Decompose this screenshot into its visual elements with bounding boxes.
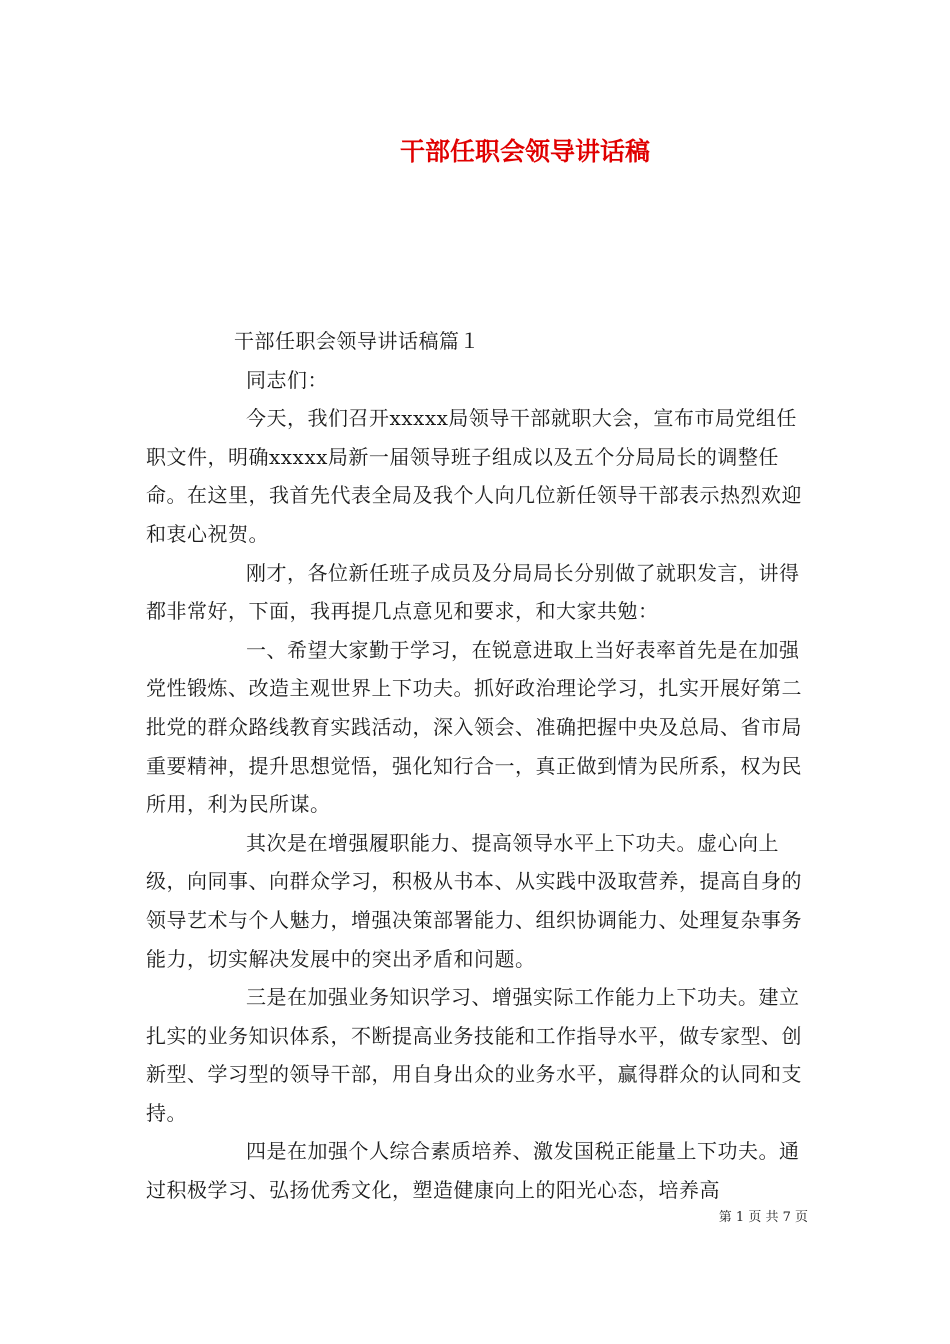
document-title: 干部任职会领导讲话稿 (399, 137, 650, 166)
salutation: 同志们： (246, 367, 328, 392)
paragraph: 今天，我们召开xxxxx局领导干部就职大会，宣布市局党组任职文件，明确xxxxx局新一届领导班子组成以及五个分局局长的调整任命。在这里，我首先代表全局及我个人向几位新任领导干部表示热烈欢迎和衷心祝贺。 (146, 406, 802, 546)
paragraph: 刚才，各位新任班子成员及分局局长分别做了就职发言，讲得都非常好，下面，我再提几点意见和要求，和大家共勉： (146, 560, 800, 624)
paragraph: 其次是在增强履职能力、提高领导水平上下功夫。虚心向上级，向同事、向群众学习，积极从书本、从实践中汲取营养，提高自身的领导艺术与个人魅力，增强决策部署能力、组织协调能力、处理复杂事务能力，切实解决发展中的突出矛盾和问题。 (146, 830, 802, 971)
paragraph: 一、希望大家勤于学习，在锐意进取上当好表率首先是在加强党性锻炼、改造主观世界上下功夫。抓好政治理论学习，扎实开展好第二批党的群众路线教育实践活动，深入领会、准确把握中央及总局、省市局重要精神，提升思想觉悟，强化知行合一，真正做到情为民所系，权为民所用，利为民所谋。 (146, 637, 802, 817)
paragraph: 四是在加强个人综合素质培养、激发国税正能量上下功夫。通过积极学习、弘扬优秀文化，塑造健康向上的阳光心态，培养高 (146, 1139, 800, 1203)
document-body (146, 322, 810, 1210)
section-subheading: 干部任职会领导讲话稿篇１ (234, 329, 480, 353)
paragraph: 三是在加强业务知识学习、增强实际工作能力上下功夫。建立扎实的业务知识体系，不断提高业务技能和工作指导水平，做专家型、创新型、学习型的领导干部，用自身出众的业务水平，赢得群众的认同和支持。 (146, 985, 802, 1125)
page-number-footer: 第 1 页 共 7 页 (718, 1210, 808, 1225)
